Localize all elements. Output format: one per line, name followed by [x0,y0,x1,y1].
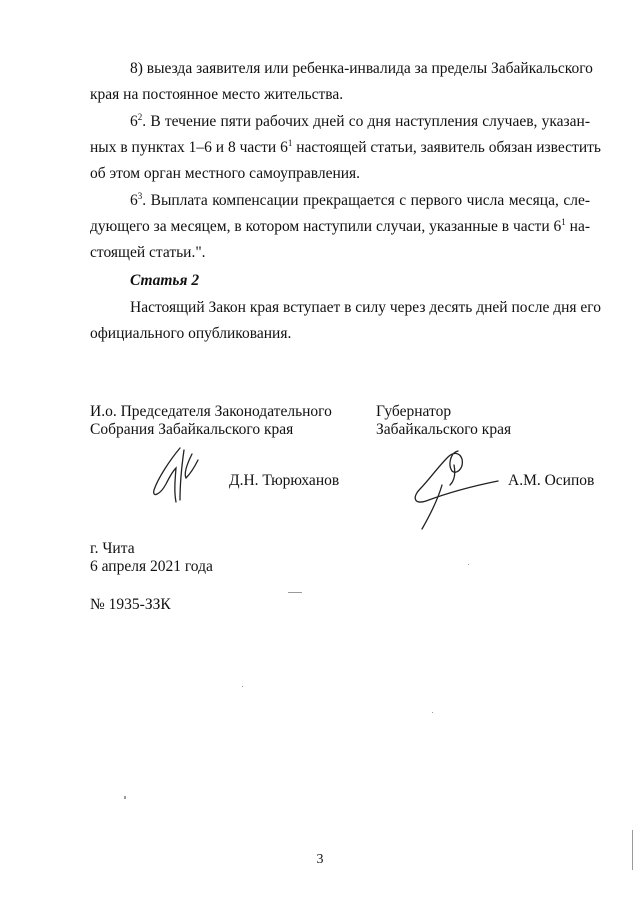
para-6-3-line-2 [90,218,590,236]
para-6-2-line-2-sup: 1 [287,138,293,148]
scan-speck [288,592,302,593]
para-6-2-text-2b: настоящей статьи, заявитель обязан известить [292,139,601,156]
item-8-line-2: края на постоянное место жительства. [90,86,344,103]
para-6-2-text-2a: ных в пунктах 1–6 и 8 части 6 [90,139,288,156]
scan-speck [432,712,433,713]
right-signatory-title-1: Губернатор [376,403,452,420]
scan-speck [632,830,633,870]
date: 6 апреля 2021 года [90,558,213,575]
para-6-3-text-2a: дующего за месяцем, в котором наступили случаи, указанные в части 6 [90,218,562,235]
page-number: 3 [316,852,324,867]
left-signatory-title-1: И.о. Председателя Законодательного [90,403,332,420]
para-6-2-line-1 [130,113,590,131]
scan-speck [124,796,126,799]
item-8-line-1: 8) выезда заявителя или ребенка-инвалида за пределы Забайкальского [130,60,593,77]
law-number: № 1935-ЗЗК [90,596,171,613]
left-signatory-title-2: Собрания Забайкальского края [90,421,294,438]
left-signatory-name: Д.Н. Тюрюханов [229,472,340,489]
para-6-2-number: 6 [130,113,138,130]
article-2-line-2: официального опубликования. [90,325,292,342]
para-6-3-line-2-sup: 1 [561,217,566,227]
para-6-3-line-1 [130,192,590,210]
right-signatory-title-2: Забайкальского края [376,421,512,438]
para-6-3-sup: 3 [137,191,143,201]
right-signatory-name: А.М. Осипов [508,472,595,489]
para-6-3-text-2b: на- [565,218,590,235]
para-6-3-number: 6 [130,192,138,209]
left-signature-icon [140,440,230,510]
para-6-3-line-3: стоящей статьи.". [90,244,206,261]
para-6-2-line-3: об этом орган местного самоуправления. [90,165,361,182]
article-2-line-1: Настоящий Закон края вступает в силу через десять дней после дня его [130,299,602,316]
para-6-3-text-1: . Выплата компенсации прекращается с первого числа месяца, сле- [142,192,590,209]
para-6-2-line-2 [90,138,601,157]
scan-speck [242,686,243,687]
city: г. Чита [90,540,135,557]
scan-speck [468,564,469,565]
para-6-2-text-1: . В течение пяти рабочих дней со дня наступления случаев, указан- [142,113,590,130]
article-2-heading: Статья 2 [130,272,200,289]
right-signature-icon [398,445,518,535]
para-6-2-sup: 2 [137,112,143,122]
